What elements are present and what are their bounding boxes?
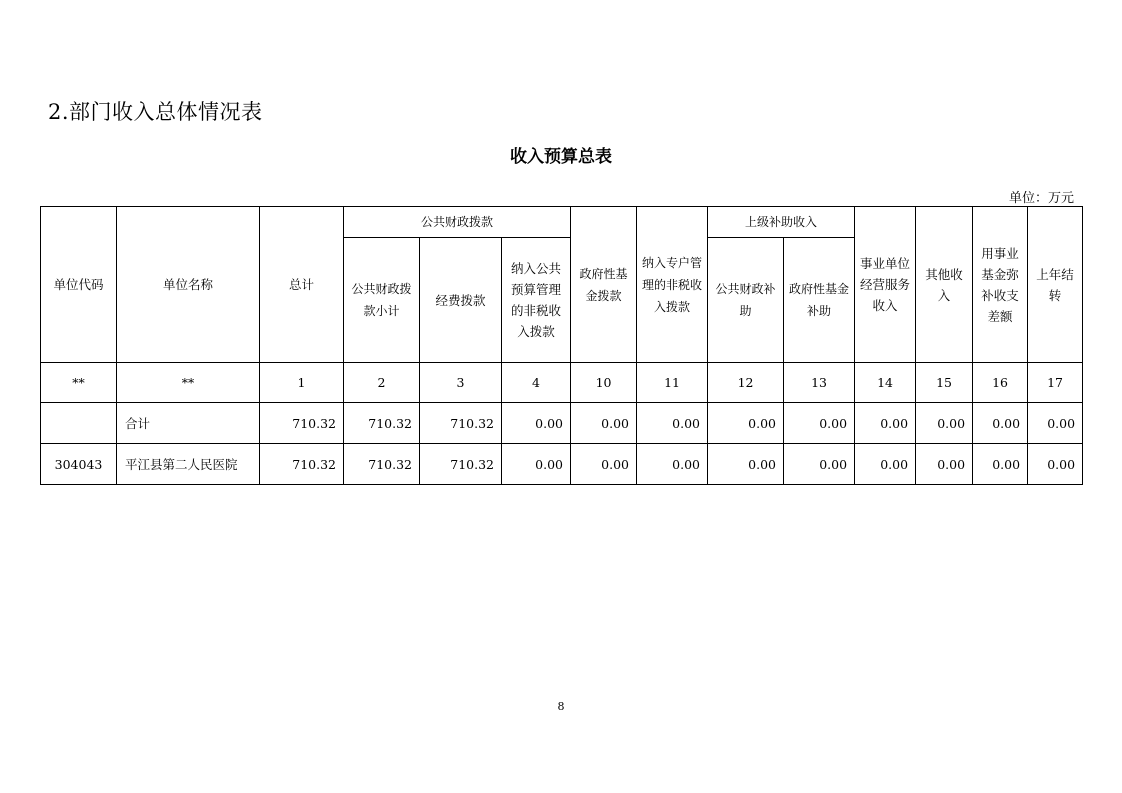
value-cell: 710.32 [344, 444, 420, 485]
index-cell: 14 [855, 363, 916, 403]
value-cell: 0.00 [502, 403, 571, 444]
header-special-account-non-tax: 纳入专户管理的非税收入拨款 [637, 207, 708, 363]
index-cell: 17 [1028, 363, 1083, 403]
table-row-total [41, 403, 1083, 444]
index-cell: 3 [420, 363, 502, 403]
header-carry-over: 上年结转 [1028, 207, 1083, 363]
table-title: 收入预算总表 [510, 147, 612, 167]
value-cell: 0.00 [855, 444, 916, 485]
index-cell: 2 [344, 363, 420, 403]
header-non-tax-in-budget: 纳入公共预算管理的非税收入拨款 [502, 238, 571, 363]
value-cell: 0.00 [916, 444, 973, 485]
header-other-income: 其他收入 [916, 207, 973, 363]
income-budget-table [40, 206, 1083, 485]
index-cell: 12 [708, 363, 784, 403]
header-row-1 [41, 207, 1083, 238]
value-cell: 0.00 [973, 444, 1028, 485]
header-public-finance-subsidy: 公共财政补助 [708, 238, 784, 363]
index-cell: 10 [571, 363, 637, 403]
index-cell: ** [117, 363, 260, 403]
header-business-income: 事业单位经营服务收入 [855, 207, 916, 363]
page-number: 8 [557, 700, 565, 713]
header-unit-name: 单位名称 [117, 207, 260, 363]
value-cell: 710.32 [260, 403, 344, 444]
header-public-finance-subtotal: 公共财政拨款小计 [344, 238, 420, 363]
header-business-fund-offset: 用事业基金弥补收支差额 [973, 207, 1028, 363]
header-gov-fund: 政府性基金拨款 [571, 207, 637, 363]
value-cell: 0.00 [916, 403, 973, 444]
value-cell: 0.00 [708, 444, 784, 485]
value-cell: 0.00 [502, 444, 571, 485]
section-heading: 2.部门收入总体情况表 [48, 100, 263, 124]
index-cell: 15 [916, 363, 973, 403]
value-cell: 710.32 [344, 403, 420, 444]
index-cell: 11 [637, 363, 708, 403]
value-cell: 710.32 [420, 403, 502, 444]
value-cell: 0.00 [973, 403, 1028, 444]
unit-name-cell: 合计 [117, 403, 260, 444]
value-cell: 0.00 [855, 403, 916, 444]
value-cell: 0.00 [637, 403, 708, 444]
value-cell: 0.00 [708, 403, 784, 444]
header-public-finance-group: 公共财政拨款 [344, 207, 571, 238]
table-row-unit [41, 444, 1083, 485]
index-cell: ** [41, 363, 117, 403]
unit-name-cell: 平江县第二人民医院 [117, 444, 260, 485]
header-superior-subsidy-group: 上级补助收入 [708, 207, 855, 238]
value-cell: 0.00 [1028, 403, 1083, 444]
header-total: 总计 [260, 207, 344, 363]
index-cell: 16 [973, 363, 1028, 403]
header-gov-fund-subsidy: 政府性基金补助 [784, 238, 855, 363]
unit-code-cell: 304043 [41, 444, 117, 485]
unit-code-cell [41, 403, 117, 444]
column-index-row [41, 363, 1083, 403]
value-cell: 0.00 [1028, 444, 1083, 485]
header-unit-code: 单位代码 [41, 207, 117, 363]
index-cell: 13 [784, 363, 855, 403]
index-cell: 4 [502, 363, 571, 403]
value-cell: 0.00 [571, 403, 637, 444]
value-cell: 0.00 [784, 444, 855, 485]
value-cell: 0.00 [571, 444, 637, 485]
index-cell: 1 [260, 363, 344, 403]
header-operating-funds: 经费拨款 [420, 238, 502, 363]
value-cell: 0.00 [784, 403, 855, 444]
value-cell: 710.32 [260, 444, 344, 485]
value-cell: 0.00 [637, 444, 708, 485]
value-cell: 710.32 [420, 444, 502, 485]
unit-label: 单位：万元 [1008, 191, 1074, 206]
